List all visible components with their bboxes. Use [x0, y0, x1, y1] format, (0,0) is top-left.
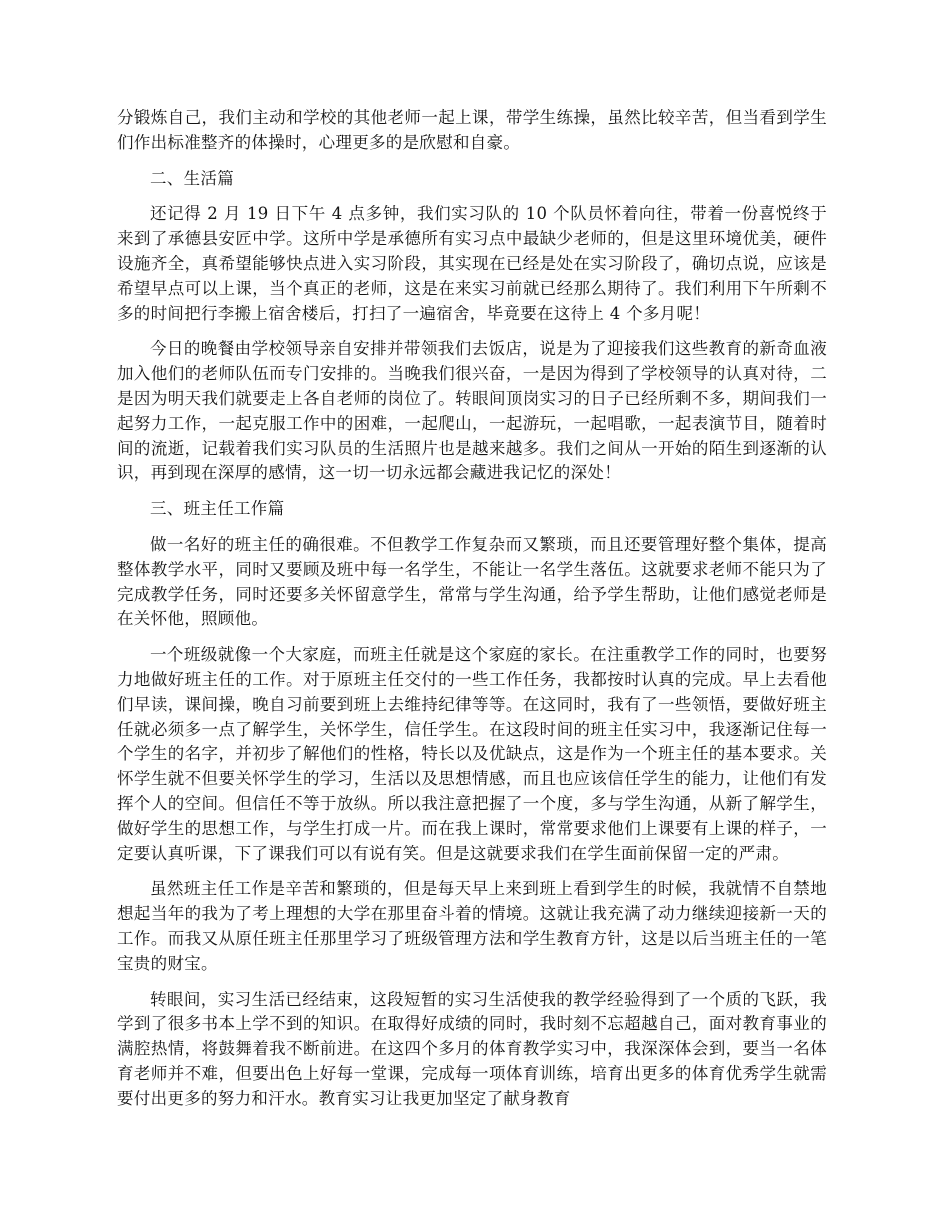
section-heading-life: 二、生活篇 — [150, 168, 234, 188]
document-body — [117, 106, 827, 1122]
paragraph-continued: 分锻炼自己，我们主动和学校的其他老师一起上课，带学生练操，虽然比较辛苦，但当看到学生们作出标准整齐的体操时，心理更多的是欣慰和自豪。 — [117, 108, 827, 152]
section-heading-head-teacher: 三、班主任工作篇 — [150, 499, 285, 519]
paragraph-class-family: 一个班级就像一个大家庭，而班主任就是这个家庭的家长。在注重教学工作的同时，也要努力地做好班主任的工作。对于原班主任交付的一些工作任务，我都按时认真的完成。早上去看他们早读，课间操，晚自习前要到班上去维持纪律等等。在这同时，我有了一些领悟，要做好班主任就必须多一点了解学生，关怀学生，信任学生。在这段时间的班主任实习中，我逐渐记住每一个学生的名字，并初步了解他们的性格，特长以及优缺点，这是作为一个班主任的基本要求。关怀学生就不但要关怀学生的学习，生活以及思想情感，而且也应该信任学生的能力，让他们有发挥个人的空间。但信任不等于放纵。所以我注意把握了一个度，多与学生沟通，从新了解学生，做好学生的思想工作，与学生打成一片。而在我上课时，常常要求他们上课要有上课的样子，一定要认真听课，下了课我们可以有说有笑。但是这就要求我们在学生面前保留一定的严肃。 — [117, 645, 827, 863]
paragraph-conclusion: 转眼间，实习生活已经结束，这段短暂的实习生活使我的教学经验得到了一个质的飞跃，我学到了很多书本上学不到的知识。在取得好成绩的同时，我时刻不忘超越自己，面对教育事业的满腔热情，将鼓舞着我不断前进。在这四个多月的体育教学实习中，我深深体会到，要当一名体育老师并不难，但要出色上好每一堂课，完成每一项体育训练，培育出更多的体育优秀学生就需要付出更多的努力和汗水。教育实习让我更加坚定了献身教育 — [117, 989, 827, 1108]
paragraph-hard-work: 虽然班主任工作是辛苦和繁琐的，但是每天早上来到班上看到学生的时候，我就情不自禁地想起当年的我为了考上理想的大学在那里奋斗着的情境。这就让我充满了动力继续迎接新一天的工作。而我又从原任班主任那里学习了班级管理方法和学生教育方针，这是以后当班主任的一笔宝贵的财宝。 — [117, 879, 827, 973]
paragraph-dinner: 今日的晚餐由学校领导亲自安排并带领我们去饭店，说是为了迎接我们这些教育的新奇血液加入他们的老师队伍而专门安排的。当晚我们很兴奋，一是因为得到了学校领导的认真对待，二是因为明天我们就要走上各自老师的岗位了。转眼间顶岗实习的日子已经所剩不多，期间我们一起努力工作，一起克服工作中的困难，一起爬山，一起游玩，一起唱歌，一起表演节目，随着时间的流逝，记载着我们实习队员的生活照片也是越来越多。我们之间从一开始的陌生到逐渐的认识，再到现在深厚的感情，这一切一切永远都会藏进我记忆的深处！ — [117, 339, 827, 483]
paragraph-good-head-teacher: 做一名好的班主任的确很难。不但教学工作复杂而又繁琐，而且还要管理好整个集体，提高整体教学水平，同时又要顾及班中每一名学生，不能让一名学生落伍。这就要求老师不能只为了完成教学任务，同时还要多关怀留意学生，常常与学生沟通，给予学生帮助，让他们感觉老师是在关怀他，照顾他。 — [117, 534, 827, 629]
paragraph-arrival: 还记得 2 月 19 日下午 4 点多钟，我们实习队的 10 个队员怀着向往，带着一份喜悦终于来到了承德县安匠中学。这所中学是承德所有实习点中最缺少老师的，但是这里环境优美，硬件设施齐全，真希望能够快点进入实习阶段，其实现在已经是处在实习阶段了，确切点说，应该是希望早点可以上课，当个真正的老师，这是在来实习前就已经那么期待了。我们利用下午所剩不多的时间把行李搬上宿舍楼后，打扫了一遍宿舍，毕竟要在这待上 4 个多月呢！ — [117, 204, 827, 323]
